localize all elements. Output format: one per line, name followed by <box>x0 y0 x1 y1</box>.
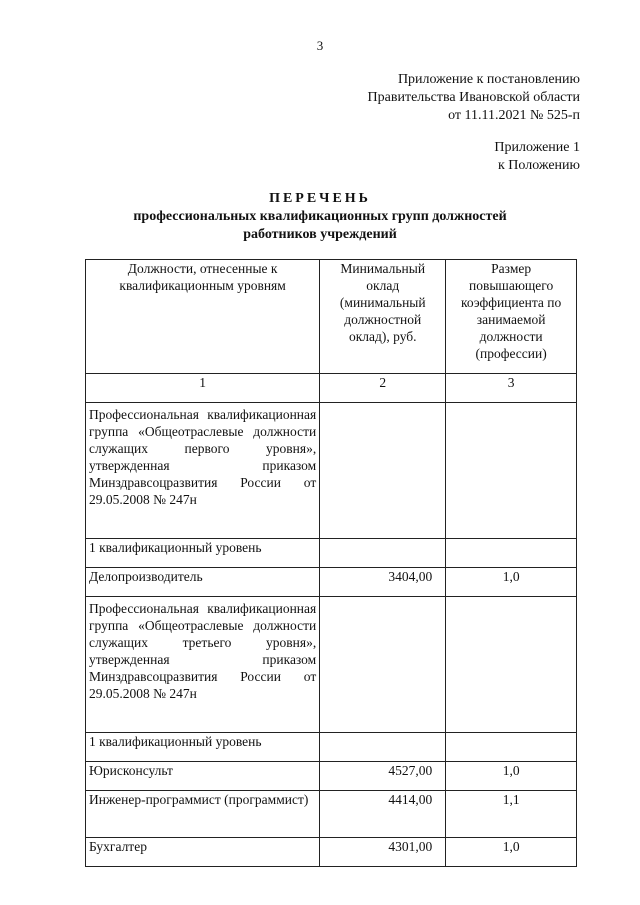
position-name: Делопроизводитель <box>86 568 320 597</box>
position-salary: 4527,00 <box>320 762 446 791</box>
table-row <box>86 568 577 597</box>
qualification-level: 1 квалификационный уровень <box>86 539 320 568</box>
empty-cell <box>446 733 577 762</box>
column-number-row <box>86 374 577 403</box>
qualification-level: 1 квалификационный уровень <box>86 733 320 762</box>
appendix-header-line: Приложение к постановлению <box>397 72 580 87</box>
empty-cell <box>320 597 446 733</box>
appendix-header-line: Правительства Ивановской области <box>367 90 580 105</box>
empty-cell <box>320 733 446 762</box>
position-salary: 3404,00 <box>320 568 446 597</box>
column-number: 2 <box>320 374 446 403</box>
position-salary: 4414,00 <box>320 791 446 838</box>
header-positions: Должности, отнесенные к квалификационным уровням <box>86 260 320 374</box>
group-description: Профессиональная квалификационная группа «Общеотраслевые должности служащих первого уровня», утвержденная приказом Минздравсоцразвития России от 29.05.2008 № 247н <box>86 403 320 539</box>
header-salary: Минимальный оклад (минимальный должностной оклад), руб. <box>320 260 446 374</box>
appendix-header <box>368 71 580 125</box>
position-coefficient: 1,0 <box>446 762 577 791</box>
title-main: ПЕРЕЧЕНЬ <box>269 191 371 206</box>
appendix-sub-line: к Положению <box>497 158 580 173</box>
empty-cell <box>446 539 577 568</box>
title-line: работников учреждений <box>243 227 397 242</box>
position-name: Юрисконсульт <box>86 762 320 791</box>
header-coefficient: Размер повышающего коэффициента по занимаемой должности (профессии) <box>446 260 577 374</box>
appendix-sub <box>494 139 580 175</box>
table-row <box>86 403 577 539</box>
position-coefficient: 1,0 <box>446 568 577 597</box>
group-description: Профессиональная квалификационная группа «Общеотраслевые должности служащих третьего уровня», утвержденная приказом Минздравсоцразвития России от 29.05.2008 № 247н <box>86 597 320 733</box>
column-number: 3 <box>446 374 577 403</box>
qualification-table <box>85 259 577 867</box>
position-name: Инженер-программист (программист) <box>86 791 320 838</box>
table-row <box>86 791 577 838</box>
table-row <box>86 597 577 733</box>
empty-cell <box>446 597 577 733</box>
title-line: профессиональных квалификационных групп должностей <box>133 209 507 224</box>
position-salary: 4301,00 <box>320 838 446 867</box>
appendix-header-line: от 11.11.2021 № 525-п <box>448 108 580 123</box>
position-name: Бухгалтер <box>86 838 320 867</box>
page-number: 3 <box>316 38 324 53</box>
table-row <box>86 733 577 762</box>
document-title <box>0 190 640 244</box>
column-number: 1 <box>86 374 320 403</box>
position-coefficient: 1,0 <box>446 838 577 867</box>
empty-cell <box>320 403 446 539</box>
appendix-sub-line: Приложение 1 <box>494 140 580 155</box>
empty-cell <box>446 403 577 539</box>
position-coefficient: 1,1 <box>446 791 577 838</box>
table-row <box>86 838 577 867</box>
table-row <box>86 762 577 791</box>
empty-cell <box>320 539 446 568</box>
table-header-row <box>86 260 577 374</box>
table-row <box>86 539 577 568</box>
